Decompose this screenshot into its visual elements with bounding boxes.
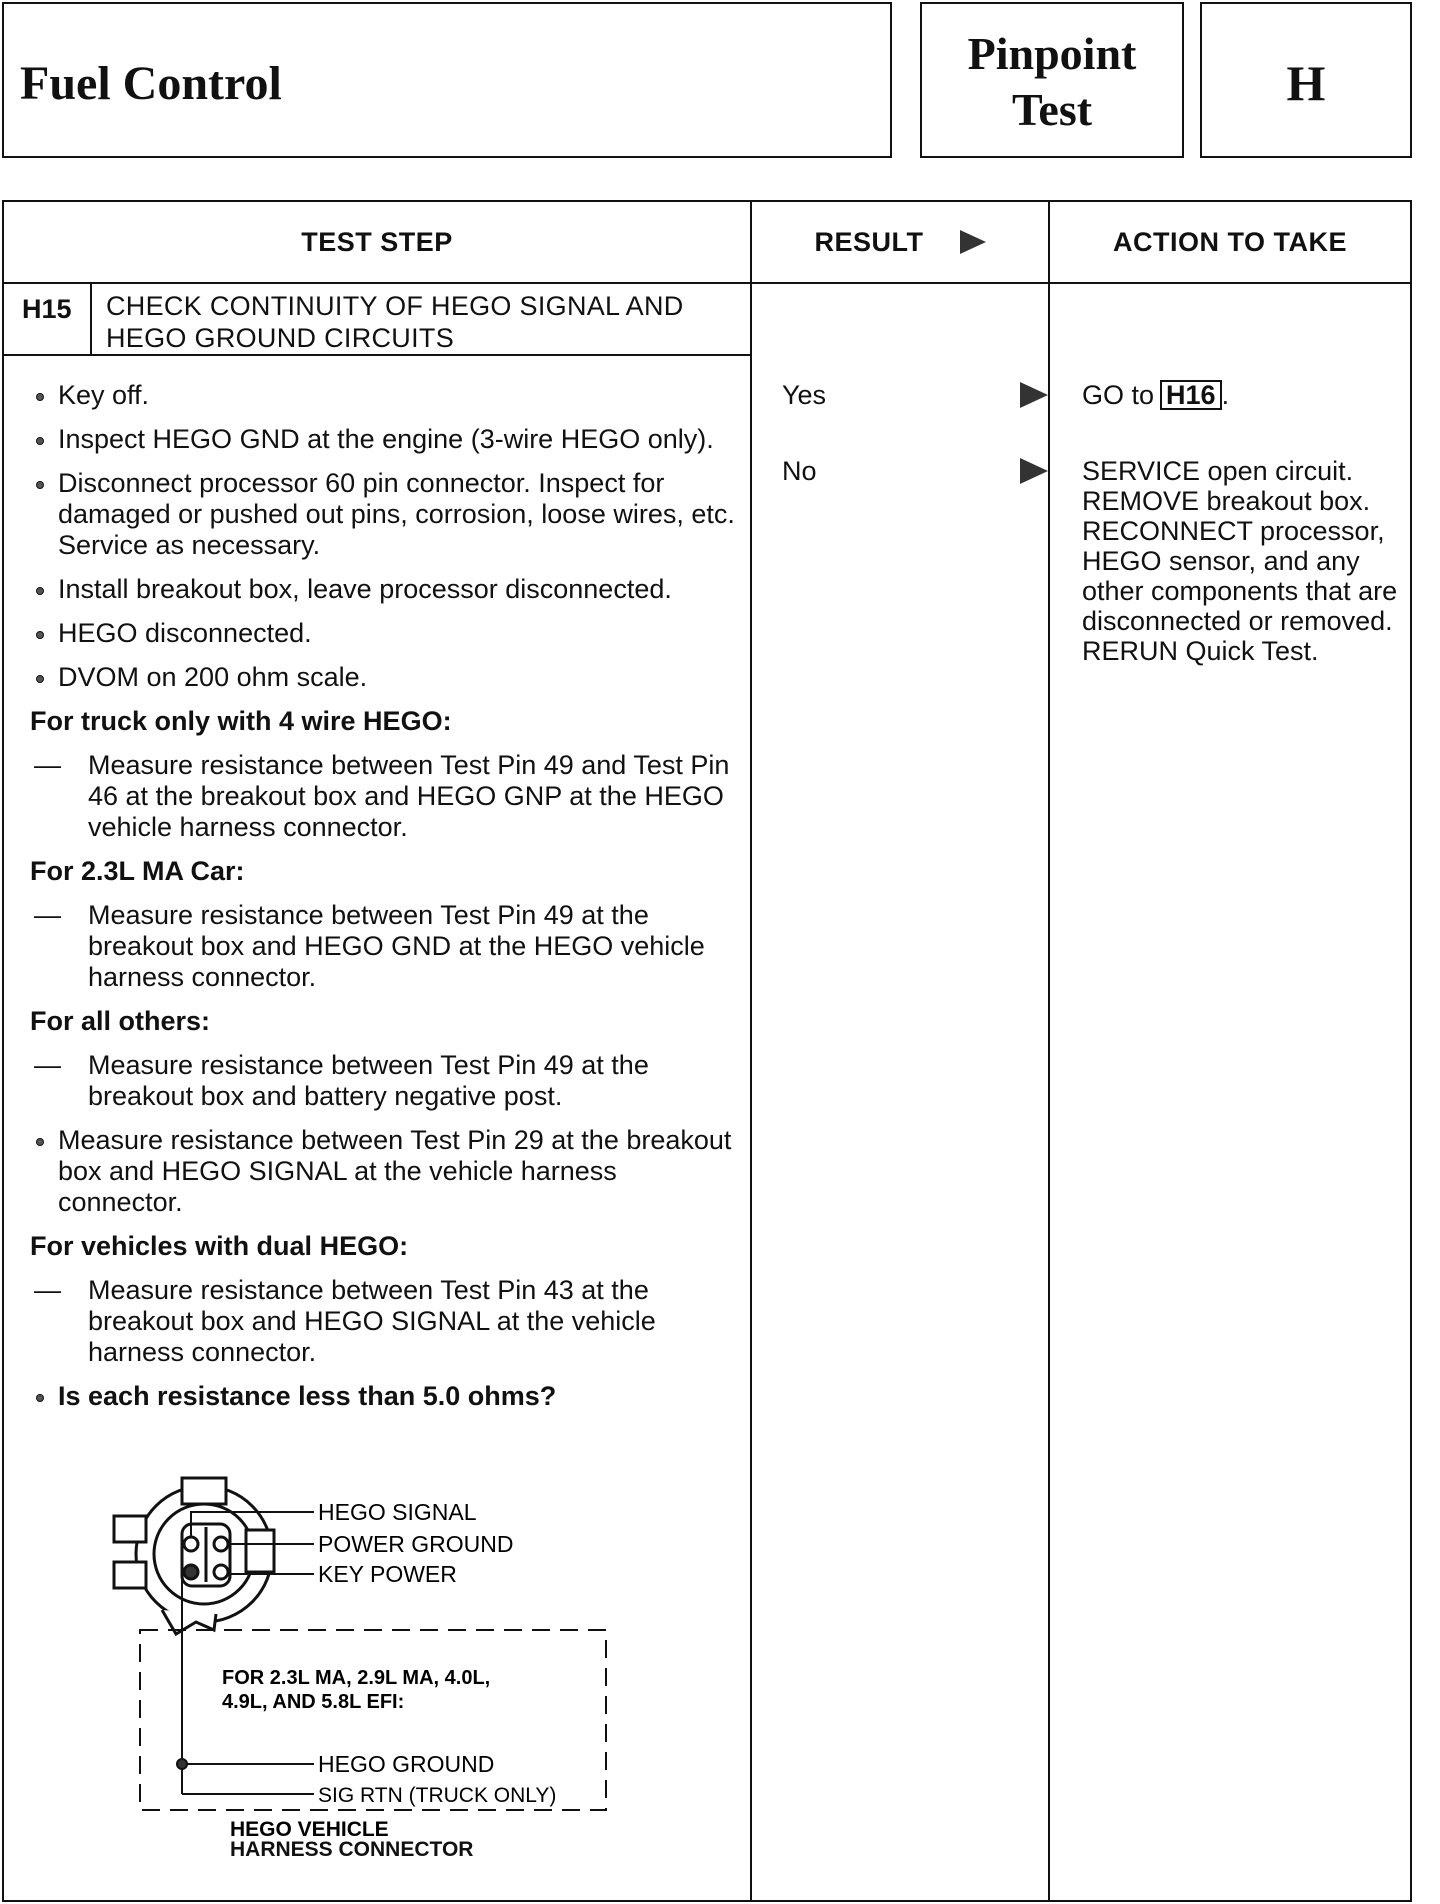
step-item-measure-ma-car: — Measure resistance between Test Pin 49 at the breakout box and HEGO GND at the HEGO vehicle harness connector. <box>30 900 746 993</box>
hego-connector-diagram <box>104 1472 664 1852</box>
arrow-icon <box>960 230 986 254</box>
action-no: SERVICE open circuit. REMOVE breakout box. RECONNECT processor, HEGO sensor, and any other components that are disconnected or removed. RERUN Quick Test. <box>1082 456 1398 666</box>
result-yes: Yes <box>782 380 827 410</box>
pinpoint-line1: Pinpoint <box>967 28 1137 79</box>
step-id: H15 <box>22 294 72 324</box>
note-line2: 4.9L, AND 5.8L EFI: <box>222 1691 405 1713</box>
col-test-step: TEST STEP <box>301 226 453 257</box>
column-divider <box>750 202 752 1900</box>
caption-line2: HARNESS CONNECTOR <box>230 1838 474 1861</box>
no-arrow-icon <box>1020 458 1048 484</box>
step-item-measure-signal: Measure resistance between Test Pin 29 at the breakout box and HEGO SIGNAL at the vehicle harness connector. <box>30 1125 746 1218</box>
yes-arrow-icon <box>1020 382 1048 408</box>
caption-line1: HEGO VEHICLE <box>230 1818 389 1841</box>
step-title-divider <box>4 354 750 356</box>
step-item-measure-dual: — Measure resistance between Test Pin 43 at the breakout box and HEGO SIGNAL at the vehicle harness connector. <box>30 1275 746 1368</box>
step-list <box>30 380 746 1425</box>
section-heading-ma-car: For 2.3L MA Car: <box>30 856 245 886</box>
result-no: No <box>782 456 817 486</box>
label-sig-rtn: SIG RTN (TRUCK ONLY) <box>318 1784 557 1807</box>
page-title: Fuel Control <box>20 57 282 110</box>
section-heading-truck: For truck only with 4 wire HEGO: <box>30 706 452 736</box>
section-heading-dual-hego: For vehicles with dual HEGO: <box>30 1231 409 1261</box>
pinpoint-box <box>920 2 1184 158</box>
action-yes-suffix: . <box>1221 380 1230 410</box>
dashed-note-box <box>140 1630 606 1810</box>
col-result <box>752 202 1048 282</box>
action-yes-prefix: GO to <box>1082 380 1155 410</box>
step-item-dvom-scale: DVOM on 200 ohm scale. <box>30 662 746 693</box>
header-divider <box>4 282 1410 284</box>
col-action: ACTION TO TAKE <box>1113 226 1347 257</box>
section-heading-all-others: For all others: <box>30 1006 211 1036</box>
step-item-install-breakout: Install breakout box, leave processor disconnected. <box>30 574 746 605</box>
step-item-measure-others: — Measure resistance between Test Pin 49 at the breakout box and battery negative post. <box>30 1050 746 1112</box>
label-hego-ground: HEGO GROUND <box>318 1751 495 1777</box>
test-table <box>2 200 1412 1902</box>
pinpoint-line2: Test <box>1011 84 1093 135</box>
title-box <box>2 2 892 158</box>
action-yes <box>1082 380 1402 410</box>
note-line1: FOR 2.3L MA, 2.9L MA, 4.0L, <box>222 1667 491 1689</box>
column-divider <box>1048 202 1050 1900</box>
step-title: CHECK CONTINUITY OF HEGO SIGNAL AND HEGO GROUND CIRCUITS <box>106 291 684 353</box>
step-question: Is each resistance less than 5.0 ohms? <box>30 1381 746 1412</box>
step-id-divider <box>90 282 92 354</box>
step-item-measure-truck: — Measure resistance between Test Pin 49 and Test Pin 46 at the breakout box and HEGO GNP at the HEGO vehicle harness connector. <box>30 750 746 843</box>
step-item-key-off: Key off. <box>30 380 746 411</box>
label-power-ground: POWER GROUND <box>318 1531 514 1557</box>
connector-body <box>114 1478 274 1634</box>
step-reference-h16[interactable]: H16 <box>1160 380 1222 410</box>
label-hego-signal: HEGO SIGNAL <box>318 1499 477 1525</box>
test-letter: H <box>1286 55 1326 111</box>
col-result-label: RESULT <box>814 226 924 257</box>
step-item-hego-disconnected: HEGO disconnected. <box>30 618 746 649</box>
step-item-disconnect-processor: Disconnect processor 60 pin connector. Inspect for damaged or pushed out pins, corrosion, loose wires, etc. Service as necessary. <box>30 468 746 561</box>
test-letter-box <box>1200 2 1412 158</box>
step-item-inspect-hego-gnd: Inspect HEGO GND at the engine (3-wire HEGO only). <box>30 424 746 455</box>
pinpoint-label <box>922 26 1182 138</box>
label-key-power: KEY POWER <box>318 1561 457 1587</box>
